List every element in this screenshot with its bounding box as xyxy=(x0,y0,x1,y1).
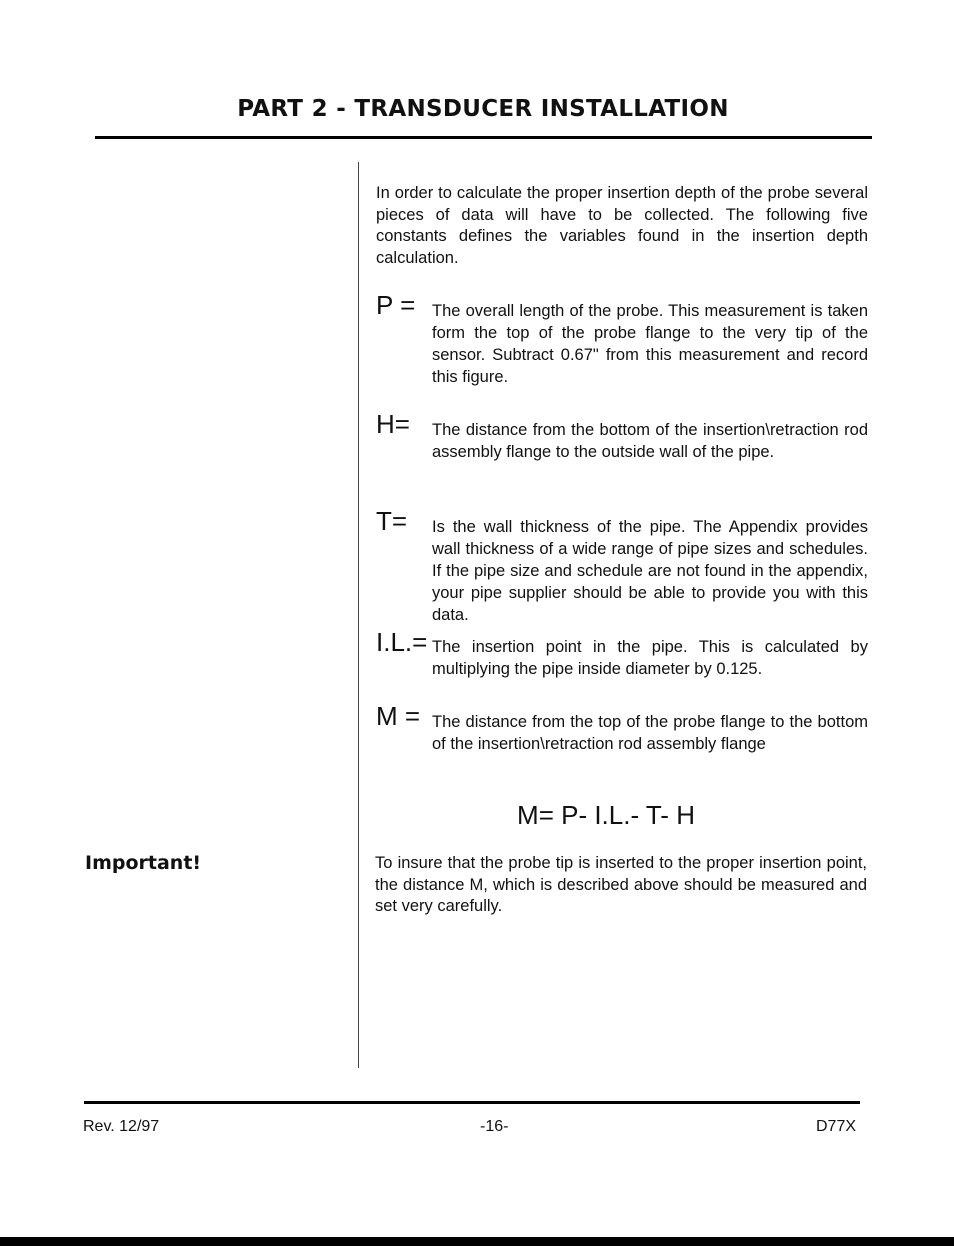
revision-date: Rev. 12/97 xyxy=(83,1118,160,1135)
important-label: Important! xyxy=(85,852,202,874)
page-title: PART 2 - TRANSDUCER INSTALLATION xyxy=(237,96,729,122)
definition-p: The overall length of the probe. This measurement is taken form the top of the probe flange to the very tip of the sensor. Subtract 0.67" from this measurement and record this figure. xyxy=(432,302,868,386)
footer-rule xyxy=(84,1101,860,1104)
insertion-formula: M= P- I.L.- T- H xyxy=(517,800,695,830)
term-h: H= xyxy=(376,409,410,439)
model-number: D77X xyxy=(816,1118,857,1135)
important-paragraph: To insure that the probe tip is inserted to the proper insertion point, the distance M, which is described above should be measured and set very carefully. xyxy=(375,854,867,915)
scan-border xyxy=(0,1237,954,1246)
definition-h: The distance from the bottom of the insertion\retraction rod assembly flange to the outside wall of the pipe. xyxy=(432,421,868,461)
term-t: T= xyxy=(376,506,408,536)
definition-m: The distance from the top of the probe flange to the bottom of the insertion\retraction rod assembly flange xyxy=(432,713,868,753)
definition-il: The insertion point in the pipe. This is calculated by multiplying the pipe inside diameter by 0.125. xyxy=(432,638,868,678)
term-il: I.L.= xyxy=(376,627,428,657)
definition-t: Is the wall thickness of the pipe. The Appendix provides wall thickness of a wide range of pipe sizes and schedules. If the pipe size and schedule are not found in the appendix, your pipe supplier should be able to provide you with this data. xyxy=(432,518,868,624)
term-m: M = xyxy=(376,701,421,731)
page-number: -16- xyxy=(480,1118,509,1135)
intro-paragraph: In order to calculate the proper insertion depth of the probe several pieces of data will have to be collected. The following five constants defines the variables found in the insertion depth calculation. xyxy=(376,184,868,267)
header-rule xyxy=(95,136,872,139)
column-divider xyxy=(358,162,359,1068)
term-p: P = xyxy=(376,290,416,320)
